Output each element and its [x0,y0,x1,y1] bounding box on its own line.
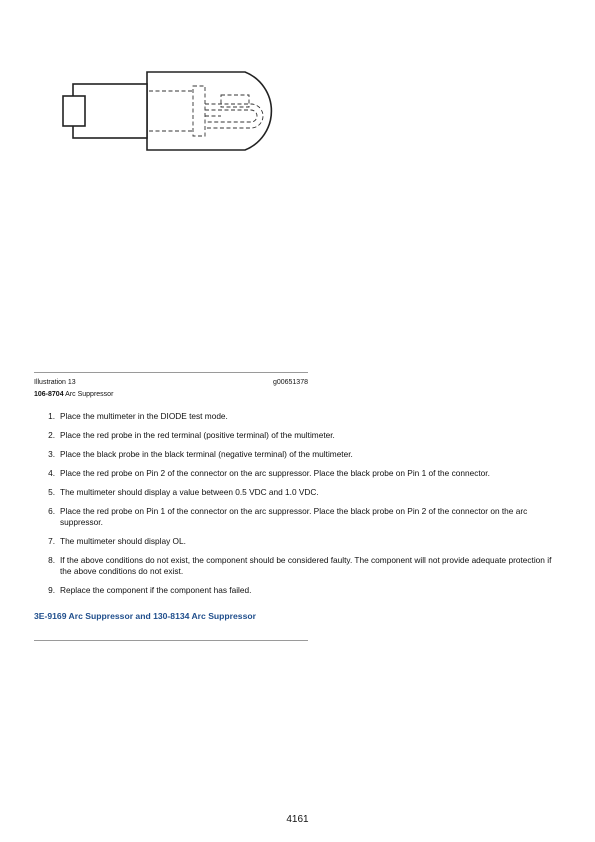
part-number: 106-8704 [34,391,64,398]
arc-suppressor-illustration [55,66,285,156]
procedure-steps [34,411,564,604]
list-item: 8. If the above conditions do not exist, the component should be considered faulty. The component will not provide adequate protection if the above conditions do not exist. [48,555,552,576]
part-name: Arc Suppressor [65,391,114,398]
section-heading: 3E-9169 Arc Suppressor and 130-8134 Arc Suppressor [34,611,256,621]
caption-top-rule [34,372,308,373]
page-number: 4161 [286,814,309,825]
list-item: 5. The multimeter should display a value between 0.5 VDC and 1.0 VDC. [48,487,319,498]
list-item: 6. Place the red probe on Pin 1 of the connector on the arc suppressor. Place the black probe on Pin 2 of the connector on the arc suppressor. [48,506,528,527]
list-item: 7. The multimeter should display OL. [48,536,186,547]
list-item: 4. Place the red probe on Pin 2 of the connector on the arc suppressor. Place the black probe on Pin 1 of the connector. [48,468,490,479]
list-item: 9. Replace the component if the component has failed. [48,584,252,595]
section-bottom-rule [34,640,308,641]
list-item: 2. Place the red probe in the red terminal (positive terminal) of the multimeter. [48,430,335,441]
list-item: 3. Place the black probe in the black terminal (negative terminal) of the multimeter. [48,449,353,460]
list-item: 1. Place the multimeter in the DIODE test mode. [48,411,228,421]
figure-caption [34,379,308,398]
graphic-id: g00651378 [272,379,308,386]
illustration-label: Illustration 13 [34,379,76,386]
